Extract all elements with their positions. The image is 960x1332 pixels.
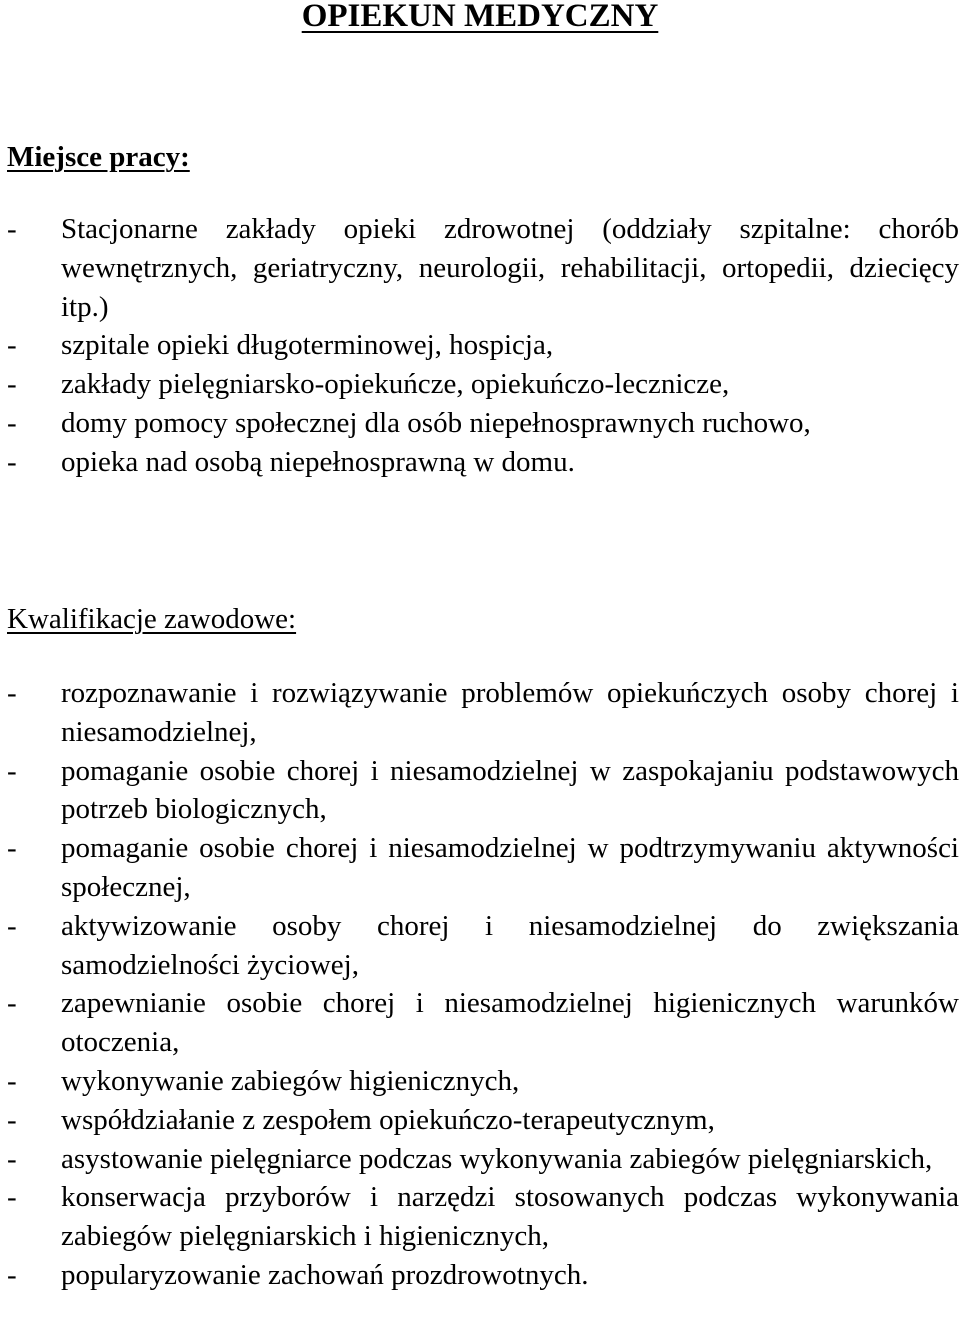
list-item-text: szpitale opieki długoterminowej, hospicja, — [61, 329, 554, 362]
bullet-dash: - — [7, 832, 17, 865]
bullet-dash: - — [7, 677, 17, 709]
section-heading-qualifications: Kwalifikacje zawodowe: — [7, 603, 297, 635]
list-item — [7, 326, 959, 365]
bullet-dash: - — [7, 445, 17, 478]
list-item-text: asystowanie pielęgniarce podczas wykonywania zabiegów pielęgniarskich, — [61, 1142, 933, 1175]
list-item — [7, 210, 959, 326]
workplace-list — [7, 210, 959, 482]
list-item-text: pomaganie osobie chorej i niesamodzielnej w zaspokajaniu podstawowych potrzeb biologicznych, — [61, 754, 959, 826]
list-item-text: współdziałanie z zespołem opiekuńczo-terapeutycznym, — [61, 1103, 715, 1136]
list-item-text: opieka nad osobą niepełnosprawną w domu. — [61, 445, 575, 478]
bullet-dash: - — [7, 406, 17, 439]
list-item-text: domy pomocy społecznej dla osób niepełnosprawnych ruchowo, — [61, 406, 811, 439]
bullet-dash: - — [7, 909, 17, 942]
list-item — [7, 1062, 959, 1101]
list-item-text: wykonywanie zabiegów higienicznych, — [61, 1064, 520, 1097]
bullet-dash: - — [7, 1181, 17, 1214]
document-title: OPIEKUN MEDYCZNY — [301, 0, 659, 34]
section-heading-workplace: Miejsce pracy: — [7, 141, 190, 173]
bullet-dash: - — [7, 1142, 17, 1175]
list-item — [7, 674, 959, 752]
bullet-dash: - — [7, 987, 17, 1020]
list-item-text: zakłady pielęgniarsko-opiekuńcze, opiekuńczo-lecznicze, — [61, 368, 730, 401]
list-item — [7, 752, 959, 830]
list-item-text: konserwacja przyborów i narzędzi stosowanych podczas wykonywania zabiegów pielęgniarskich i higienicznych, — [61, 1181, 959, 1253]
list-item — [7, 907, 959, 985]
list-item — [7, 1101, 959, 1140]
list-item — [7, 1178, 959, 1256]
list-item — [7, 1256, 959, 1295]
list-item-text: popularyzowanie zachowań prozdrowotnych. — [61, 1258, 589, 1291]
bullet-dash: - — [7, 329, 17, 362]
bullet-dash: - — [7, 754, 17, 787]
list-item — [7, 829, 959, 907]
list-item — [7, 365, 959, 404]
list-item-text: aktywizowanie osoby chorej i niesamodzielnej do zwiększania samodzielności życiowej, — [61, 909, 959, 981]
list-item-text: pomaganie osobie chorej i niesamodzielnej w podtrzymywaniu aktywności społecznej, — [61, 832, 959, 903]
list-item-text: zapewnianie osobie chorej i niesamodzielnej higienicznych warunków otoczenia, — [61, 987, 959, 1059]
bullet-dash: - — [7, 213, 17, 245]
list-item — [7, 443, 959, 482]
qualifications-list — [7, 674, 959, 1295]
list-item — [7, 1140, 959, 1179]
bullet-dash: - — [7, 1258, 17, 1291]
list-item — [7, 404, 959, 443]
list-item-text: Stacjonarne zakłady opieki zdrowotnej (oddziały szpitalne: chorób wewnętrznych, geriatryczny, neurologii, rehabilitacji, ortopedii, dziecięcy itp.) — [61, 213, 959, 323]
list-item — [7, 984, 959, 1062]
bullet-dash: - — [7, 1064, 17, 1097]
bullet-dash: - — [7, 1103, 17, 1136]
list-item-text: rozpoznawanie i rozwiązywanie problemów opiekuńczych osoby chorej i niesamodzielnej, — [61, 677, 959, 748]
bullet-dash: - — [7, 368, 17, 401]
